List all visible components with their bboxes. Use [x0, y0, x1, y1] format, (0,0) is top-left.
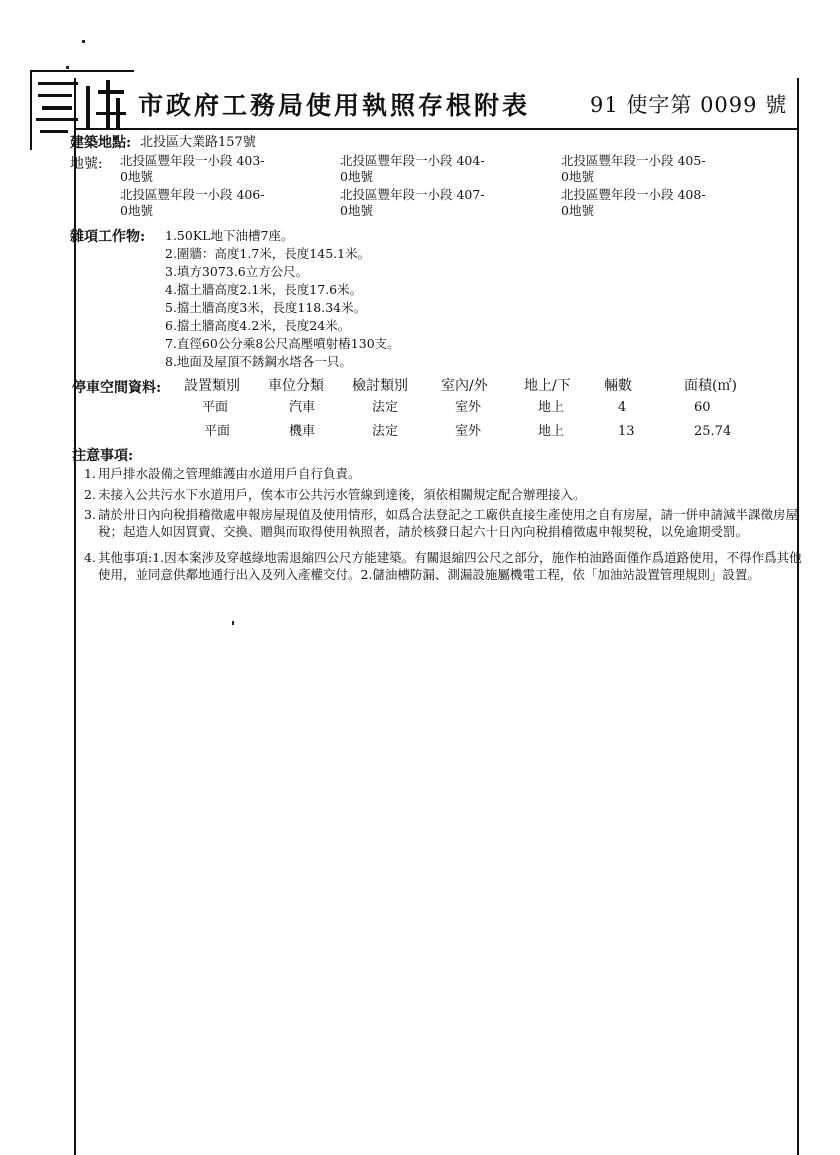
parking-header-cell: 地上/下 [524, 378, 571, 394]
lot-item-line1: 北投區豐年段一小段 408- [561, 187, 706, 202]
lot-item-line1: 北投區豐年段一小段 407- [340, 187, 485, 202]
misc-works-item: 2.圍牆：高度1.7米，長度145.1米。 [165, 246, 371, 261]
frame-right-border [797, 78, 799, 1155]
misc-works-item: 6.擋土牆高度4.2米，長度24米。 [165, 318, 351, 333]
parking-label: 停車空間資料: [72, 380, 162, 396]
misc-works-item: 8.地面及屋頂不銹鋼水塔各一只。 [165, 354, 352, 369]
document-number: 91 使字第 0099 號 [590, 93, 788, 117]
lot-item [120, 153, 265, 185]
note-text: 請於卅日內向稅捐稽徵處申報房屋現值及使用情形，如爲合法登記之工廠供直接生產使用之自有房屋，請一併申請減半課徵房屋稅；起造人如因買賣、交換、贈與而取得使用執照者，請於核發日起六十日內向稅捐稽徵處申報契稅，以免逾期受罰。 [98, 507, 799, 539]
parking-cell: 地上 [538, 400, 565, 415]
parking-cell: 室外 [455, 424, 482, 439]
parking-header-cell: 面積(㎡) [684, 378, 737, 394]
notes-label: 注意事項: [72, 448, 134, 464]
misc-works-item: 3.填方3073.6立方公尺。 [165, 264, 309, 279]
parking-cell: 室外 [455, 400, 482, 415]
note-text: 其他事項:1.因本案涉及穿越綠地需退縮四公尺方能建築。有關退縮四公尺之部分，施作柏油路面僅作爲道路使用，不得作爲其他使用，並同意供鄰地通行出入及列入產權交付。2.儲油槽防漏、測漏設施屬機電工程，依「加油站設置管理規則」設置。 [98, 550, 802, 582]
parking-cell: 機車 [289, 424, 316, 439]
note-number: 4. [84, 550, 96, 565]
parking-header-cell: 車位分類 [268, 378, 324, 394]
misc-works-item: 1.50KL地下油槽7座。 [165, 228, 294, 243]
parking-cell: 法定 [372, 400, 399, 415]
note-number: 1. [84, 466, 96, 481]
lot-item [120, 187, 265, 219]
lot-item [561, 187, 706, 219]
lot-item [340, 153, 485, 185]
parking-header-cell: 設置類別 [184, 378, 240, 394]
parking-cell: 13 [618, 424, 635, 439]
parking-cell: 25.74 [694, 424, 732, 439]
parking-header-cell: 輛數 [604, 378, 632, 394]
scan-speck [66, 66, 69, 69]
misc-works-item: 5.擋土牆高度3米，長度118.34米。 [165, 300, 367, 315]
note-text: 未接入公共污水下水道用戶，俟本市公共污水管線到達後，須依相關規定配合辦理接入。 [98, 487, 586, 502]
lot-number-label: 地號: [70, 156, 103, 172]
parking-cell: 4 [618, 400, 627, 415]
lot-item-line1: 北投區豐年段一小段 404- [340, 153, 485, 168]
address-value: 北投區大業路157號 [140, 135, 256, 150]
lot-item-line2: 0地號 [120, 169, 153, 184]
note-number: 3. [84, 507, 96, 522]
misc-works-item: 7.直徑60公分乘8公尺高壓噴射樁130支。 [165, 336, 400, 351]
lot-item-line2: 0地號 [561, 169, 594, 184]
lot-item-line2: 0地號 [561, 203, 594, 218]
misc-works-label: 雜項工作物: [70, 229, 146, 245]
scan-speck [232, 621, 234, 625]
lot-item-line2: 0地號 [120, 203, 153, 218]
lot-item-line2: 0地號 [340, 203, 373, 218]
lot-item [561, 153, 706, 185]
lot-item-line1: 北投區豐年段一小段 403- [120, 153, 265, 168]
note-number: 2. [84, 487, 96, 502]
page-title: 市政府工務局使用執照存根附表 [138, 91, 531, 120]
lot-item-line2: 0地號 [340, 169, 373, 184]
parking-cell: 地上 [538, 424, 565, 439]
scan-speck [82, 40, 85, 43]
address-label: 建築地點: [70, 135, 132, 151]
parking-cell: 平面 [202, 400, 229, 415]
lot-item-line1: 北投區豐年段一小段 405- [561, 153, 706, 168]
parking-header-cell: 檢討類別 [352, 378, 408, 394]
parking-cell: 法定 [372, 424, 399, 439]
notes-list [84, 465, 804, 605]
parking-cell: 60 [694, 400, 711, 415]
parking-cell: 汽車 [289, 400, 316, 415]
lot-item [340, 187, 485, 219]
parking-cell: 平面 [204, 424, 231, 439]
misc-works-item: 4.擋土牆高度2.1米，長度17.6米。 [165, 282, 363, 297]
lot-item-line1: 北投區豐年段一小段 406- [120, 187, 265, 202]
note-text: 用戶排水設備之管理維護由水道用戶自行負責。 [98, 466, 361, 481]
parking-header-cell: 室內/外 [441, 378, 488, 394]
title-underline [74, 128, 799, 130]
